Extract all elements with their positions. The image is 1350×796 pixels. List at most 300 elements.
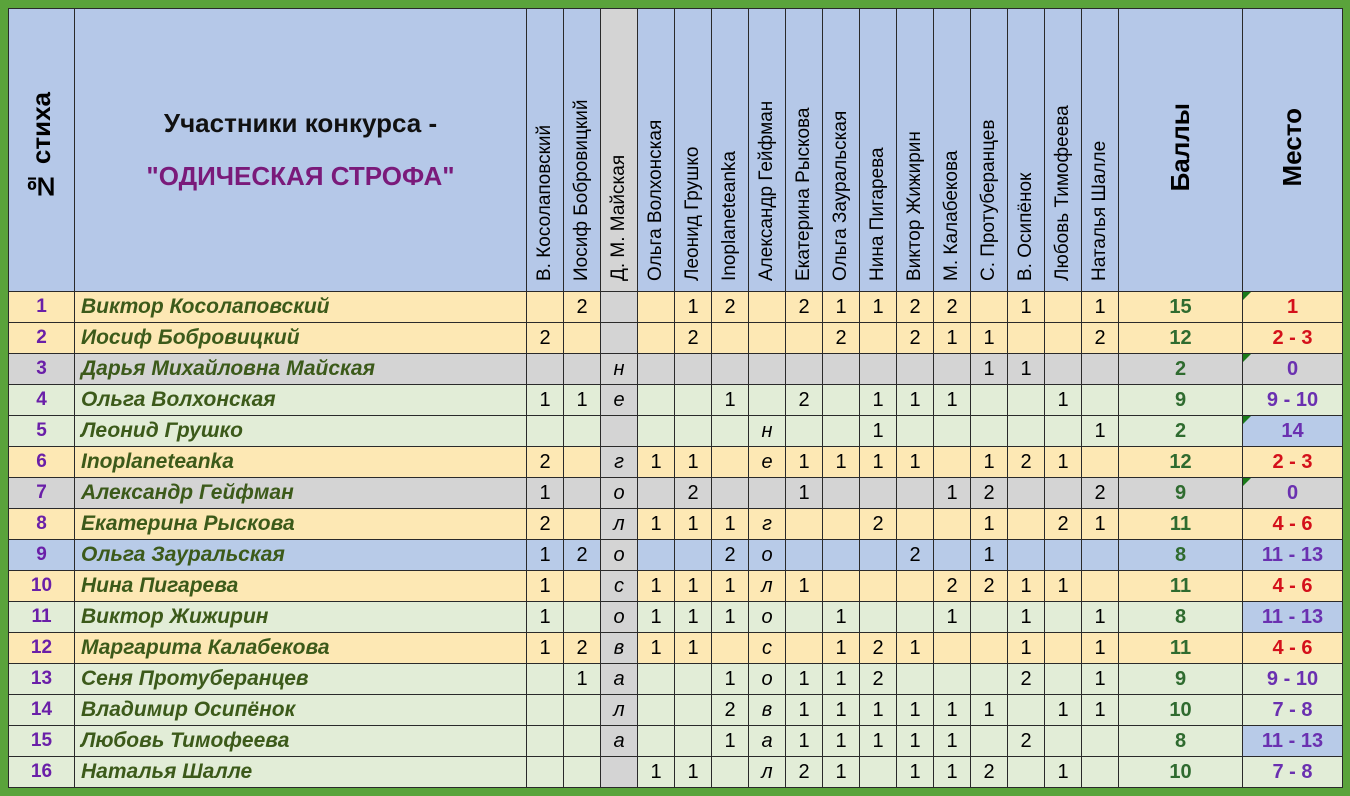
- score-cell: [823, 416, 860, 447]
- participant-name: Ольга Зауральская: [75, 540, 527, 571]
- score-cell: 1: [712, 385, 749, 416]
- score-cell: 2: [786, 292, 823, 323]
- participant-name: Леонид Грушко: [75, 416, 527, 447]
- score-cell: в: [601, 633, 638, 664]
- judge-header-cell: [786, 9, 823, 292]
- score-cell: 1: [1008, 602, 1045, 633]
- score-cell: с: [749, 633, 786, 664]
- score-cell: [675, 726, 712, 757]
- score-cell: [1082, 757, 1119, 788]
- table-row: [9, 416, 1343, 447]
- score-cell: 1: [712, 509, 749, 540]
- score-cell: [823, 540, 860, 571]
- table-row: [9, 726, 1343, 757]
- score-cell: л: [601, 509, 638, 540]
- score-cell: 1: [860, 447, 897, 478]
- score-cell: [860, 602, 897, 633]
- score-cell: 2: [527, 447, 564, 478]
- table-row: [9, 509, 1343, 540]
- score-cell: [934, 509, 971, 540]
- score-cell: [1045, 664, 1082, 695]
- judge-header-cell: [1045, 9, 1082, 292]
- score-cell: [638, 726, 675, 757]
- score-cell: 1: [1045, 695, 1082, 726]
- score-cell: [527, 292, 564, 323]
- score-cell: 1: [1082, 416, 1119, 447]
- score-cell: [564, 571, 601, 602]
- score-cell: [564, 354, 601, 385]
- score-cell: 2: [860, 509, 897, 540]
- score-cell: 1: [1082, 664, 1119, 695]
- score-cell: 1: [638, 447, 675, 478]
- score-cell: [749, 292, 786, 323]
- score-cell: 1: [934, 323, 971, 354]
- table-row: [9, 664, 1343, 695]
- score-cell: [1082, 540, 1119, 571]
- score-cell: 1: [564, 664, 601, 695]
- score-cell: 2: [897, 292, 934, 323]
- score-cell: [1045, 540, 1082, 571]
- score-cell: в: [749, 695, 786, 726]
- judge-name: М. Калабекова: [941, 150, 962, 281]
- judge-name: В. Косолаповский: [534, 124, 555, 281]
- total-score: 2: [1119, 416, 1243, 447]
- score-cell: 2: [897, 540, 934, 571]
- row-number: 4: [9, 385, 75, 416]
- place-cell: 7 - 8: [1243, 695, 1343, 726]
- total-score: 10: [1119, 695, 1243, 726]
- score-cell: 1: [934, 757, 971, 788]
- score-cell: [934, 354, 971, 385]
- total-score: 2: [1119, 354, 1243, 385]
- score-cell: г: [749, 509, 786, 540]
- score-cell: 1: [786, 664, 823, 695]
- score-cell: [971, 292, 1008, 323]
- score-cell: [712, 757, 749, 788]
- score-cell: [527, 354, 564, 385]
- title-cell: [75, 9, 527, 292]
- score-cell: [527, 695, 564, 726]
- score-cell: [1045, 602, 1082, 633]
- judge-name: Ольга Волхонская: [645, 119, 666, 281]
- total-score: 9: [1119, 478, 1243, 509]
- score-cell: [675, 540, 712, 571]
- score-cell: [527, 757, 564, 788]
- score-cell: 2: [564, 633, 601, 664]
- judge-name: Иосиф Бобровицкий: [571, 99, 592, 281]
- table-row: [9, 354, 1343, 385]
- judge-header-cell: [860, 9, 897, 292]
- score-cell: [638, 323, 675, 354]
- score-cell: [527, 416, 564, 447]
- score-cell: 1: [860, 385, 897, 416]
- participant-name: Виктор Косолаповский: [75, 292, 527, 323]
- score-cell: 1: [823, 664, 860, 695]
- score-cell: [638, 416, 675, 447]
- score-cell: 1: [527, 602, 564, 633]
- score-cell: 2: [860, 664, 897, 695]
- score-cell: [564, 602, 601, 633]
- score-cell: а: [749, 726, 786, 757]
- score-cell: [934, 664, 971, 695]
- score-cell: [786, 416, 823, 447]
- total-score: 9: [1119, 385, 1243, 416]
- score-cell: [897, 354, 934, 385]
- place-header-label: Место: [1277, 107, 1307, 187]
- score-cell: [1082, 385, 1119, 416]
- table-row: [9, 757, 1343, 788]
- judge-header-cell: [564, 9, 601, 292]
- score-cell: [786, 323, 823, 354]
- total-score: 15: [1119, 292, 1243, 323]
- place-cell: 0: [1243, 478, 1343, 509]
- score-cell: 2: [823, 323, 860, 354]
- judge-name: Д. М. Майская: [608, 154, 629, 281]
- place-cell: 4 - 6: [1243, 509, 1343, 540]
- place-cell: 9 - 10: [1243, 385, 1343, 416]
- score-cell: 1: [1008, 292, 1045, 323]
- score-cell: 1: [823, 602, 860, 633]
- num-header-label: № стиха: [26, 92, 56, 202]
- num-header-cell: [9, 9, 75, 292]
- score-cell: 1: [712, 571, 749, 602]
- score-cell: 2: [712, 695, 749, 726]
- score-cell: 1: [971, 509, 1008, 540]
- score-cell: [638, 354, 675, 385]
- score-cell: 1: [786, 695, 823, 726]
- score-cell: 1: [527, 571, 564, 602]
- score-cell: 1: [823, 757, 860, 788]
- participant-name: Екатерина Рыскова: [75, 509, 527, 540]
- judge-header-cell: [638, 9, 675, 292]
- score-cell: л: [749, 571, 786, 602]
- score-cell: [823, 509, 860, 540]
- score-cell: с: [601, 571, 638, 602]
- score-cell: [712, 478, 749, 509]
- row-number: 9: [9, 540, 75, 571]
- participant-name: Inoplaneteanka: [75, 447, 527, 478]
- participant-name: Владимир Осипёнок: [75, 695, 527, 726]
- score-cell: 1: [971, 323, 1008, 354]
- score-cell: 1: [786, 447, 823, 478]
- score-cell: [638, 292, 675, 323]
- participant-name: Ольга Волхонская: [75, 385, 527, 416]
- judge-name: Екатерина Рыскова: [793, 107, 814, 281]
- total-score: 11: [1119, 571, 1243, 602]
- score-cell: 1: [1008, 571, 1045, 602]
- place-cell: 9 - 10: [1243, 664, 1343, 695]
- score-cell: 2: [564, 292, 601, 323]
- score-cell: [1045, 354, 1082, 385]
- score-cell: 2: [675, 478, 712, 509]
- contest-subtitle: "ОДИЧЕСКАЯ СТРОФА": [146, 161, 455, 191]
- score-cell: 1: [638, 571, 675, 602]
- table-row: [9, 447, 1343, 478]
- table-row: [9, 323, 1343, 354]
- judge-header-cell: [823, 9, 860, 292]
- total-score: 8: [1119, 726, 1243, 757]
- score-cell: [712, 633, 749, 664]
- score-cell: [749, 323, 786, 354]
- score-cell: 1: [971, 447, 1008, 478]
- score-cell: 1: [934, 695, 971, 726]
- score-cell: 2: [934, 571, 971, 602]
- place-header-cell: [1243, 9, 1343, 292]
- score-cell: 1: [675, 757, 712, 788]
- judge-name: Наталья Шалле: [1089, 140, 1110, 281]
- judge-header-cell: [675, 9, 712, 292]
- score-cell: [712, 354, 749, 385]
- participant-name: Александр Гейфман: [75, 478, 527, 509]
- score-cell: [897, 664, 934, 695]
- judge-name: Виктор Жижирин: [904, 131, 925, 281]
- score-cell: 2: [675, 323, 712, 354]
- score-cell: [638, 664, 675, 695]
- score-cell: [971, 416, 1008, 447]
- score-cell: [1045, 292, 1082, 323]
- score-cell: [1008, 323, 1045, 354]
- score-cell: [934, 540, 971, 571]
- score-cell: [1082, 571, 1119, 602]
- score-cell: н: [749, 416, 786, 447]
- judge-header-cell: [749, 9, 786, 292]
- score-cell: [601, 416, 638, 447]
- score-cell: [934, 633, 971, 664]
- score-cell: [1008, 385, 1045, 416]
- score-cell: 1: [527, 385, 564, 416]
- score-cell: [897, 416, 934, 447]
- score-cell: 1: [527, 478, 564, 509]
- score-cell: 1: [1082, 695, 1119, 726]
- header-row: [9, 9, 1343, 292]
- judge-header-cell: [971, 9, 1008, 292]
- score-cell: [675, 695, 712, 726]
- table-row: [9, 292, 1343, 323]
- score-cell: 1: [527, 540, 564, 571]
- judge-header-cell: [1008, 9, 1045, 292]
- score-cell: [675, 354, 712, 385]
- score-cell: 1: [971, 540, 1008, 571]
- total-score: 11: [1119, 633, 1243, 664]
- row-number: 13: [9, 664, 75, 695]
- score-cell: 1: [897, 726, 934, 757]
- score-cell: 2: [971, 757, 1008, 788]
- score-cell: н: [601, 354, 638, 385]
- score-cell: [971, 633, 1008, 664]
- row-number: 16: [9, 757, 75, 788]
- score-cell: о: [601, 478, 638, 509]
- score-cell: [786, 354, 823, 385]
- score-cell: [971, 726, 1008, 757]
- table-row: [9, 540, 1343, 571]
- place-cell: 2 - 3: [1243, 447, 1343, 478]
- judge-header-cell: [934, 9, 971, 292]
- score-cell: 1: [823, 447, 860, 478]
- score-cell: о: [601, 540, 638, 571]
- place-cell: 11 - 13: [1243, 602, 1343, 633]
- score-cell: [1008, 695, 1045, 726]
- table-row: [9, 695, 1343, 726]
- score-cell: [1008, 540, 1045, 571]
- place-cell: 1: [1243, 292, 1343, 323]
- total-score: 11: [1119, 509, 1243, 540]
- row-number: 6: [9, 447, 75, 478]
- participant-name: Дарья Михайловна Майская: [75, 354, 527, 385]
- score-cell: [1008, 416, 1045, 447]
- score-cell: 1: [1045, 447, 1082, 478]
- score-cell: 1: [897, 447, 934, 478]
- score-cell: [971, 385, 1008, 416]
- place-cell: 7 - 8: [1243, 757, 1343, 788]
- score-cell: [564, 416, 601, 447]
- participant-name: Сеня Протуберанцев: [75, 664, 527, 695]
- score-cell: о: [749, 540, 786, 571]
- place-cell: 4 - 6: [1243, 571, 1343, 602]
- table-row: [9, 571, 1343, 602]
- place-cell: 14: [1243, 416, 1343, 447]
- score-cell: 1: [1045, 571, 1082, 602]
- score-cell: [897, 509, 934, 540]
- score-cell: [675, 385, 712, 416]
- score-cell: 1: [675, 633, 712, 664]
- score-cell: [897, 571, 934, 602]
- score-cell: [823, 571, 860, 602]
- score-cell: 1: [860, 695, 897, 726]
- judge-name: Александр Гейфман: [756, 100, 777, 281]
- score-cell: 1: [1008, 633, 1045, 664]
- score-cell: 1: [897, 385, 934, 416]
- score-cell: [749, 385, 786, 416]
- score-cell: л: [749, 757, 786, 788]
- judge-name: С. Протуберанцев: [978, 119, 999, 281]
- score-cell: 1: [638, 757, 675, 788]
- score-cell: [786, 602, 823, 633]
- score-cell: [1045, 726, 1082, 757]
- score-cell: [860, 323, 897, 354]
- score-cell: [786, 509, 823, 540]
- row-number: 12: [9, 633, 75, 664]
- participant-name: Маргарита Калабекова: [75, 633, 527, 664]
- score-cell: л: [601, 695, 638, 726]
- score-cell: о: [749, 664, 786, 695]
- score-cell: 2: [1082, 323, 1119, 354]
- row-number: 11: [9, 602, 75, 633]
- score-cell: 2: [1045, 509, 1082, 540]
- score-cell: [823, 354, 860, 385]
- score-cell: 2: [971, 571, 1008, 602]
- score-cell: [1082, 447, 1119, 478]
- score-cell: [860, 540, 897, 571]
- score-cell: 1: [823, 726, 860, 757]
- score-cell: 1: [712, 602, 749, 633]
- score-cell: [1008, 509, 1045, 540]
- score-cell: 2: [786, 385, 823, 416]
- row-number: 1: [9, 292, 75, 323]
- score-cell: [860, 571, 897, 602]
- row-number: 14: [9, 695, 75, 726]
- score-cell: 2: [712, 540, 749, 571]
- row-number: 15: [9, 726, 75, 757]
- score-cell: [1008, 757, 1045, 788]
- score-cell: 1: [564, 385, 601, 416]
- score-cell: 1: [675, 447, 712, 478]
- participant-name: Виктор Жижирин: [75, 602, 527, 633]
- results-sheet: [8, 8, 1342, 788]
- score-cell: 2: [1008, 664, 1045, 695]
- score-cell: 1: [638, 602, 675, 633]
- score-cell: [564, 447, 601, 478]
- score-cell: [934, 416, 971, 447]
- score-cell: 1: [675, 509, 712, 540]
- row-number: 7: [9, 478, 75, 509]
- score-cell: [749, 478, 786, 509]
- place-cell: 2 - 3: [1243, 323, 1343, 354]
- score-cell: [638, 540, 675, 571]
- score-cell: 2: [1082, 478, 1119, 509]
- score-cell: [1045, 323, 1082, 354]
- score-cell: а: [601, 726, 638, 757]
- score-cell: 2: [712, 292, 749, 323]
- score-cell: 2: [897, 323, 934, 354]
- judge-name: Любовь Тимофеева: [1052, 105, 1073, 281]
- score-cell: [749, 354, 786, 385]
- contest-title: Участники конкурса -: [163, 108, 438, 138]
- judge-name: Леонид Грушко: [682, 146, 703, 281]
- total-score: 9: [1119, 664, 1243, 695]
- score-cell: 1: [1045, 757, 1082, 788]
- score-cell: о: [749, 602, 786, 633]
- score-cell: [897, 602, 934, 633]
- score-cell: [638, 385, 675, 416]
- score-cell: 1: [860, 726, 897, 757]
- score-cell: 1: [675, 292, 712, 323]
- score-cell: [527, 726, 564, 757]
- score-cell: [675, 664, 712, 695]
- score-cell: 1: [527, 633, 564, 664]
- score-cell: 1: [934, 602, 971, 633]
- row-number: 10: [9, 571, 75, 602]
- score-cell: [1045, 633, 1082, 664]
- score-cell: [823, 478, 860, 509]
- score-cell: [638, 695, 675, 726]
- score-cell: [934, 447, 971, 478]
- score-cell: [527, 664, 564, 695]
- score-cell: [860, 757, 897, 788]
- score-cell: 1: [934, 385, 971, 416]
- total-score: 12: [1119, 323, 1243, 354]
- score-cell: 1: [786, 726, 823, 757]
- score-cell: г: [601, 447, 638, 478]
- score-cell: [1082, 726, 1119, 757]
- score-cell: [712, 447, 749, 478]
- table-row: [9, 478, 1343, 509]
- score-cell: 1: [786, 478, 823, 509]
- score-cell: 1: [638, 633, 675, 664]
- score-cell: 1: [1045, 385, 1082, 416]
- total-score: 10: [1119, 757, 1243, 788]
- participant-name: Иосиф Бобровицкий: [75, 323, 527, 354]
- judge-header-cell: [712, 9, 749, 292]
- place-cell: 11 - 13: [1243, 540, 1343, 571]
- judge-name: Inoplaneteanka: [719, 151, 740, 281]
- score-cell: 2: [527, 323, 564, 354]
- row-number: 2: [9, 323, 75, 354]
- place-cell: 4 - 6: [1243, 633, 1343, 664]
- score-cell: 1: [638, 509, 675, 540]
- score-cell: [860, 478, 897, 509]
- score-cell: [564, 509, 601, 540]
- score-cell: [638, 478, 675, 509]
